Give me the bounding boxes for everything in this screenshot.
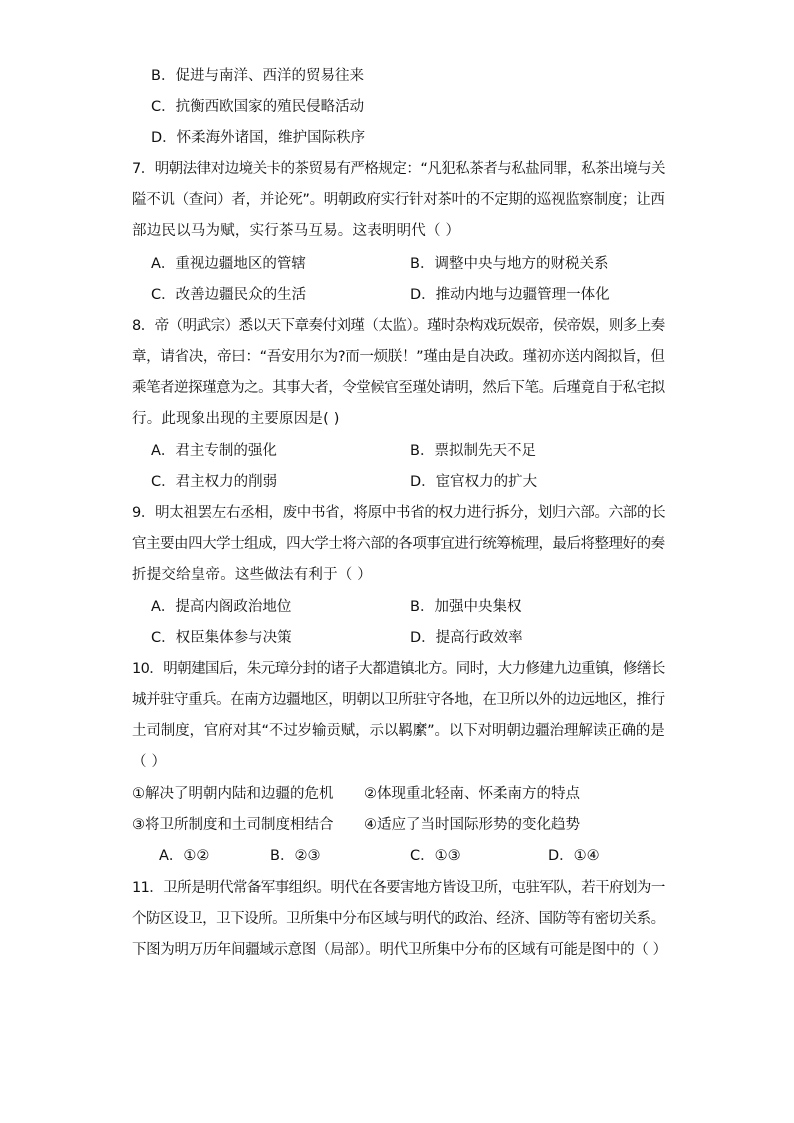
- q9-stem-line-1: 9．明太祖罢左右丞相，废中书省，将原中书省的权力进行拆分，划归六部。六部的长: [132, 505, 666, 521]
- q7-stem-line-1: 7．明朝法律对边境关卡的茶贸易有严格规定：“凡犯私茶者与私盐同罪，私茶出境与关: [132, 161, 666, 177]
- q6-option-b[interactable]: B．促进与南洋、西洋的贸易往来: [151, 68, 364, 84]
- q6-option-d[interactable]: D．怀柔海外诸国，维护国际秩序: [151, 130, 366, 146]
- q10-option-b[interactable]: B．②③: [270, 848, 321, 864]
- q8-stem-line-2: 章，请省决，帝曰：“吾安用尔为?而一烦朕！”瑾由是自决政。瑾初亦送内阁拟旨，但: [132, 349, 665, 365]
- q9-stem-line-2: 官主要由四大学士组成，四大学士将六部的各项事宜进行统筹梳理，最后将整理好的奏: [132, 536, 665, 552]
- q8-option-d[interactable]: D．宦官权力的扩大: [410, 474, 538, 490]
- q9-option-c[interactable]: C．权臣集体参与决策: [151, 630, 292, 646]
- q11-stem-line-1: 11．卫所是明代常备军事组织。明代在各要害地方皆设卫所，屯驻军队，若干府划为一: [132, 880, 665, 896]
- q8-stem-line-4: 行。此现象出现的主要原因是( ): [132, 411, 340, 427]
- q9-option-d[interactable]: D．提高行政效率: [410, 630, 523, 646]
- q10-stem-line-2: 城并驻守重兵。在南方边疆地区，明朝以卫所驻守各地，在卫所以外的边远地区，推行: [132, 692, 665, 708]
- q9-stem-line-3: 折提交给皇帝。这些做法有利于（ ）: [132, 567, 373, 583]
- q7-stem-line-2: 隘不讥（查问）者，并论死”。明朝政府实行针对茶叶的不定期的巡视监察制度；让西: [132, 192, 665, 208]
- q7-option-c[interactable]: C．改善边疆民众的生活: [151, 287, 307, 303]
- q11-stem-line-2: 个防区设卫，卫下设所。卫所集中分布区域与明代的政治、经济、国防等有密切关系。: [132, 911, 665, 927]
- q8-option-b[interactable]: B．票拟制先天不足: [410, 443, 536, 459]
- q10-option-a[interactable]: A．①②: [159, 848, 210, 864]
- q7-option-b[interactable]: B．调整中央与地方的财税关系: [410, 256, 609, 272]
- q7-option-d[interactable]: D．推动内地与边疆管理一体化: [410, 287, 610, 303]
- q10-stem-line-1: 10．明朝建国后，朱元璋分封的诸子大都遣镇北方。同时，大力修建九边重镇，修缮长: [132, 661, 665, 677]
- q10-statement-3: ③将卫所制度和土司制度相结合: [132, 817, 334, 833]
- q8-stem-line-1: 8．帝（明武宗）悉以天下章奏付刘瑾（太监）。瑾时杂构戏玩娱帝，侯帝娱，则多上奏: [132, 318, 665, 334]
- q9-option-a[interactable]: A．提高内阁政治地位: [151, 599, 292, 615]
- q10-option-d[interactable]: D．①④: [548, 848, 600, 864]
- q10-option-c[interactable]: C．①③: [410, 848, 461, 864]
- q10-stem-line-3: 土司制度，官府对其“不过岁输贡赋，示以羁縻”。以下对明朝边疆治理解读正确的是: [132, 723, 665, 739]
- q7-option-a[interactable]: A．重视边疆地区的管辖: [151, 256, 306, 272]
- q10-stem-line-4: （ ）: [132, 754, 167, 770]
- q11-stem-line-3: 下图为明万历年间疆域示意图（局部）。明代卫所集中分布的区域有可能是图中的（ ）: [132, 942, 667, 958]
- q7-stem-line-3: 部边民以马为赋，实行茶马互易。这表明明代（ ）: [132, 223, 461, 239]
- q10-statement-2: ②体现重北轻南、怀柔南方的特点: [364, 786, 580, 802]
- q8-stem-line-3: 乘笔者逆探瑾意为之。其事大者，令堂候官至瑾处请明，然后下笔。后瑾竟自于私宅拟: [132, 380, 665, 396]
- q10-statement-4: ④适应了当时国际形势的变化趋势: [364, 817, 580, 833]
- q8-option-a[interactable]: A．君主专制的强化: [151, 443, 277, 459]
- q8-option-c[interactable]: C．君主权力的削弱: [151, 474, 278, 490]
- q10-statement-1: ①解决了明朝内陆和边疆的危机: [132, 786, 334, 802]
- q6-option-c[interactable]: C．抗衡西欧国家的殖民侵略活动: [151, 99, 365, 115]
- q9-option-b[interactable]: B．加强中央集权: [410, 599, 522, 615]
